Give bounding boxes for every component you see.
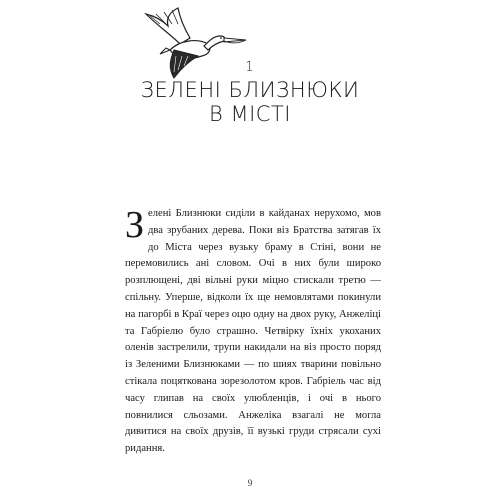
chapter-title-line-1: ЗЕЛЕНІ БЛИЗНЮКИ	[140, 78, 360, 102]
page-number: 9	[247, 478, 253, 488]
chapter-title	[0, 78, 500, 126]
drop-cap: З	[125, 204, 145, 246]
chapter-number: 1	[245, 60, 255, 75]
chapter-body-text	[125, 206, 381, 458]
body-paragraph: елені Близнюки сиділи в кайданах нерухомо, мов два зрубаних дерева. Поки віз Братства затягав їх до Міста через вузьку браму в Стіні, вони не перемовились ані словом. Очі в них були широко розплющені, дві вільні руки міцно стискали третю — спільну. Уперше, відколи їх ще немовлятами покинули на пагорбі в Краї через оцю одну на двох руку, Анжеліці та Габріелю було страшно. Четвірку їхніх укоханих оленів застрелили, трупи накидали на віз просто поряд із Зеленими Близнюками — по шиях тварини повільно стікала поцяткована зорезолотом кров. Габріель час від часу глипав на своїх улюбленців, і очі в нього повнилися сльозами. Анжеліка взагалі не могла дивитися на своїх друзів, її вузькі груди стрясали сухі ридання.	[125, 208, 381, 455]
chapter-title-line-2: В МІСТІ	[209, 102, 291, 126]
